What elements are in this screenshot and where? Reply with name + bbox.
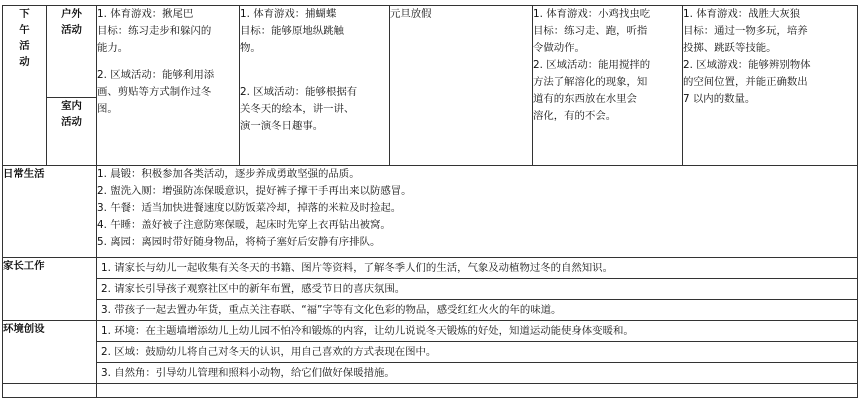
parents-line: 2. 请家长引导孩子观察社区中的新年布置，感受节日的喜庆氛围。 (97, 279, 857, 300)
afternoon-col5 (683, 6, 858, 166)
parents-header-text: 家长工作 (3, 260, 45, 272)
daily-life-line: 5. 离园：离园时带好随身物品，将椅子塞好后安静有序排队。 (97, 236, 381, 248)
col4-line: 目标：练习走、跑，听指 (533, 25, 648, 37)
col2-line: 2. 区域活动：能够根据有 (240, 86, 358, 98)
holiday-text: 元旦放假 (390, 8, 432, 20)
environment-line: 2. 区域：鼓励幼儿将自己对冬天的认识，用自己喜欢的方式表现在图中。 (97, 342, 857, 363)
col1-line: 目标：练习走步和躲闪的 (97, 25, 212, 37)
afternoon-header-text: 下午活动 (19, 8, 30, 68)
col5-line: 投掷、跳跃等技能。 (683, 42, 777, 54)
environment-line: 1. 环境：在主题墙增添幼儿上幼儿园不怕冷和锻炼的内容，让幼儿说说冬天锻炼的好处，知道运动能使身体变暖和。 (97, 321, 857, 342)
daily-life-header-text: 日常生活 (3, 168, 45, 180)
col4-line: 方法了解溶化的现象，知 (533, 76, 648, 88)
col1-line: 1. 体育游戏：揪尾巴 (97, 8, 194, 20)
col1-line: 图。 (97, 103, 118, 115)
environment-content (97, 321, 858, 384)
col2-line: 目标：能够原地纵跳触 (240, 25, 344, 37)
col2-line: 关冬天的绘本，讲一讲、 (240, 103, 355, 115)
outdoor-label (47, 6, 97, 98)
daily-life-header (3, 166, 97, 258)
daily-life-line: 4. 午睡：盖好被子注意防寒保暖，起床时先穿上衣再钻出被窝。 (97, 219, 391, 231)
parents-line: 3. 带孩子一起去置办年货，重点关注春联、“福”字等有文化色彩的物品，感受红红火火的年的味道。 (101, 304, 562, 316)
indoor-label (47, 98, 97, 166)
daily-life-line: 1. 晨锻：积极参加各类活动，逐步养成勇敢坚强的品质。 (97, 168, 360, 180)
daily-life-line: 2. 盥洗入厕：增强防冻保暖意识，提好裤子撑干手再出来以防感冒。 (97, 185, 412, 197)
col4-line: 2. 区域活动：能用搅拌的 (533, 59, 651, 71)
col4-line: 溶化，有的不会。 (533, 110, 617, 122)
parents-header (3, 258, 97, 321)
col2-line: 演一演冬日趣事。 (240, 120, 324, 132)
col1-line: 2. 区域活动：能够利用添 (97, 69, 215, 81)
indoor-label-text: 室内活动 (61, 100, 82, 128)
col1-line: 画、剪贴等方式制作过冬 (97, 86, 212, 98)
next-row-header (3, 384, 97, 398)
daily-life-content (97, 166, 858, 258)
afternoon-col2 (240, 6, 390, 166)
col2-line: 物。 (240, 42, 261, 54)
col5-line: 目标：通过一物多玩，培养 (683, 25, 808, 37)
col1-line: 能力。 (97, 42, 129, 54)
col5-line: 2. 区域游戏：能够辨别物体 (683, 59, 811, 71)
col5-line: 1. 体育游戏：战胜大灰狼 (683, 8, 801, 20)
outdoor-label-text: 户外活动 (61, 8, 82, 36)
environment-line: 3. 自然角：引导幼儿管理和照料小动物，给它们做好保暖措施。 (101, 367, 395, 379)
environment-header (3, 321, 97, 384)
col2-line: 1. 体育游戏：捕蝴蝶 (240, 8, 337, 20)
parents-content (97, 258, 858, 321)
daily-life-line: 3. 午餐：适当加快进餐速度以防饭菜冷却，掉落的米粒及时捡起。 (97, 202, 402, 214)
afternoon-col3 (390, 6, 533, 166)
col4-line: 1. 体育游戏：小鸡找虫吃 (533, 8, 651, 20)
weekly-plan-table (2, 5, 858, 398)
afternoon-header (3, 6, 47, 166)
environment-header-text: 环境创设 (3, 323, 45, 335)
col4-line: 道有的东西放在水里会 (533, 93, 637, 105)
col5-line: 的空间位置，并能正确数出 (683, 76, 808, 88)
col4-line: 令做动作。 (533, 42, 585, 54)
afternoon-col1 (97, 6, 240, 166)
col5-line: 7 以内的数量。 (683, 93, 756, 105)
next-row-content (97, 384, 858, 398)
parents-line: 1. 请家长与幼儿一起收集有关冬天的书籍、图片等资料，了解冬季人们的生活，气象及动植物过冬的自然知识。 (97, 258, 857, 279)
afternoon-col4 (533, 6, 683, 166)
